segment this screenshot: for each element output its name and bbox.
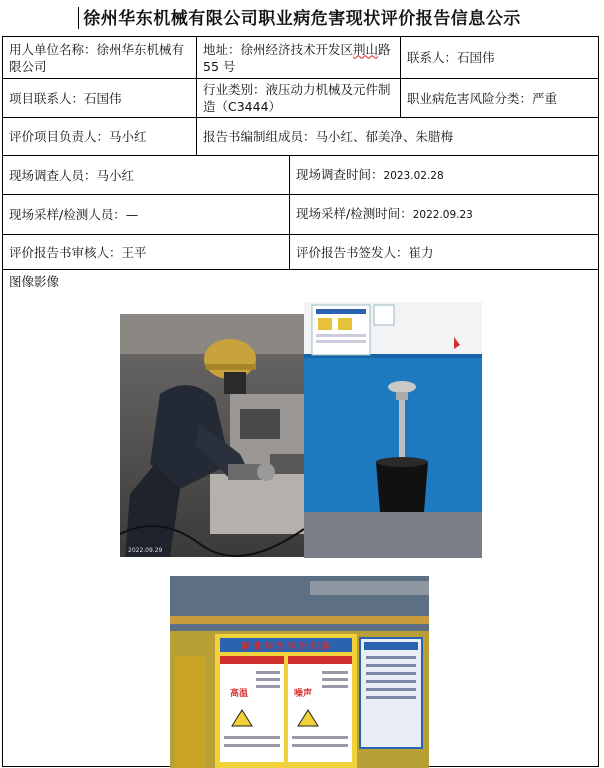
risk-label: 职业病危害风险分类： xyxy=(407,90,533,106)
leader-value: 马小红 xyxy=(109,129,147,144)
issuer-label: 评价报告书签发人： xyxy=(296,244,409,260)
contact-value: 石国伟 xyxy=(457,50,495,65)
industry-label: 行业类别： xyxy=(203,82,266,97)
sampling-person-cell xyxy=(3,195,290,235)
address-value-b: 荆山 xyxy=(353,41,379,57)
issuer-value: 崔力 xyxy=(408,244,434,260)
info-table xyxy=(2,36,599,767)
team-label: 报告书编制组成员： xyxy=(203,129,316,144)
sampling-person-value: — xyxy=(125,207,139,222)
survey-time-label: 现场调查时间： xyxy=(296,166,384,182)
worker-grinding-photo xyxy=(120,314,304,557)
images-header-cell xyxy=(3,270,598,294)
leader-label: 评价项目负责人： xyxy=(9,129,110,144)
address-value-a: 徐州经济技术开发区 xyxy=(240,41,354,57)
sampling-time-label: 现场采样/检测时间： xyxy=(296,206,413,221)
team-cell xyxy=(197,118,598,156)
images-label: 图像影像 xyxy=(9,274,60,289)
risk-cell xyxy=(401,79,598,118)
team-value: 马小红、郁美净、朱腊梅 xyxy=(315,129,454,144)
survey-person-value: 马小红 xyxy=(96,167,135,183)
reviewer-value: 王平 xyxy=(121,244,147,260)
address-value-c: 路55 号 xyxy=(203,41,391,74)
contact-label: 联系人： xyxy=(407,50,458,65)
employer-value: 徐州华东机械有限公司 xyxy=(9,41,185,74)
board-right-heading: 噪声 xyxy=(294,689,313,699)
sampling-time-value: 2022.09.23 xyxy=(412,209,473,221)
reviewer-cell xyxy=(3,235,290,270)
risk-value: 严重 xyxy=(532,90,558,106)
water-tap-bucket-photo xyxy=(304,302,482,558)
address-cell xyxy=(197,37,401,79)
hazard-notice-board-photo xyxy=(170,576,429,768)
employer-label: 用人单位名称： xyxy=(9,41,97,57)
water-tap-bucket-icon xyxy=(304,302,482,558)
sampling-person-label: 现场采样/检测人员： xyxy=(9,207,126,222)
leader-cell xyxy=(3,118,197,156)
contact-cell xyxy=(401,37,598,79)
worker-grinding-icon xyxy=(120,314,304,557)
address-label: 地址： xyxy=(203,41,241,57)
photo1-stamp: 2022.09.29 xyxy=(128,547,163,554)
reviewer-label: 评价报告书审核人： xyxy=(9,244,122,260)
page-title: 徐州华东机械有限公司职业病危害现状评价报告信息公示 xyxy=(83,9,521,29)
project-contact-value: 石国伟 xyxy=(84,90,122,106)
industry-value: 液压动力机械及元件制造（C3444） xyxy=(203,82,391,114)
survey-time-value: 2023.02.28 xyxy=(383,169,444,182)
project-contact-label: 项目联系人： xyxy=(9,90,85,106)
board-left-heading: 高温 xyxy=(230,689,249,699)
text-cursor xyxy=(78,7,79,29)
industry-cell xyxy=(197,79,401,118)
board-title: 职 业 病 危 害 告 知 牌 xyxy=(241,642,331,652)
employer-cell xyxy=(3,37,197,79)
survey-person-cell xyxy=(3,156,290,195)
survey-time-cell xyxy=(290,156,598,195)
survey-person-label: 现场调查人员： xyxy=(9,167,97,183)
project-contact-cell xyxy=(3,79,197,118)
hazard-notice-board-icon xyxy=(170,576,429,768)
sampling-time-cell xyxy=(290,195,598,235)
issuer-cell xyxy=(290,235,598,270)
